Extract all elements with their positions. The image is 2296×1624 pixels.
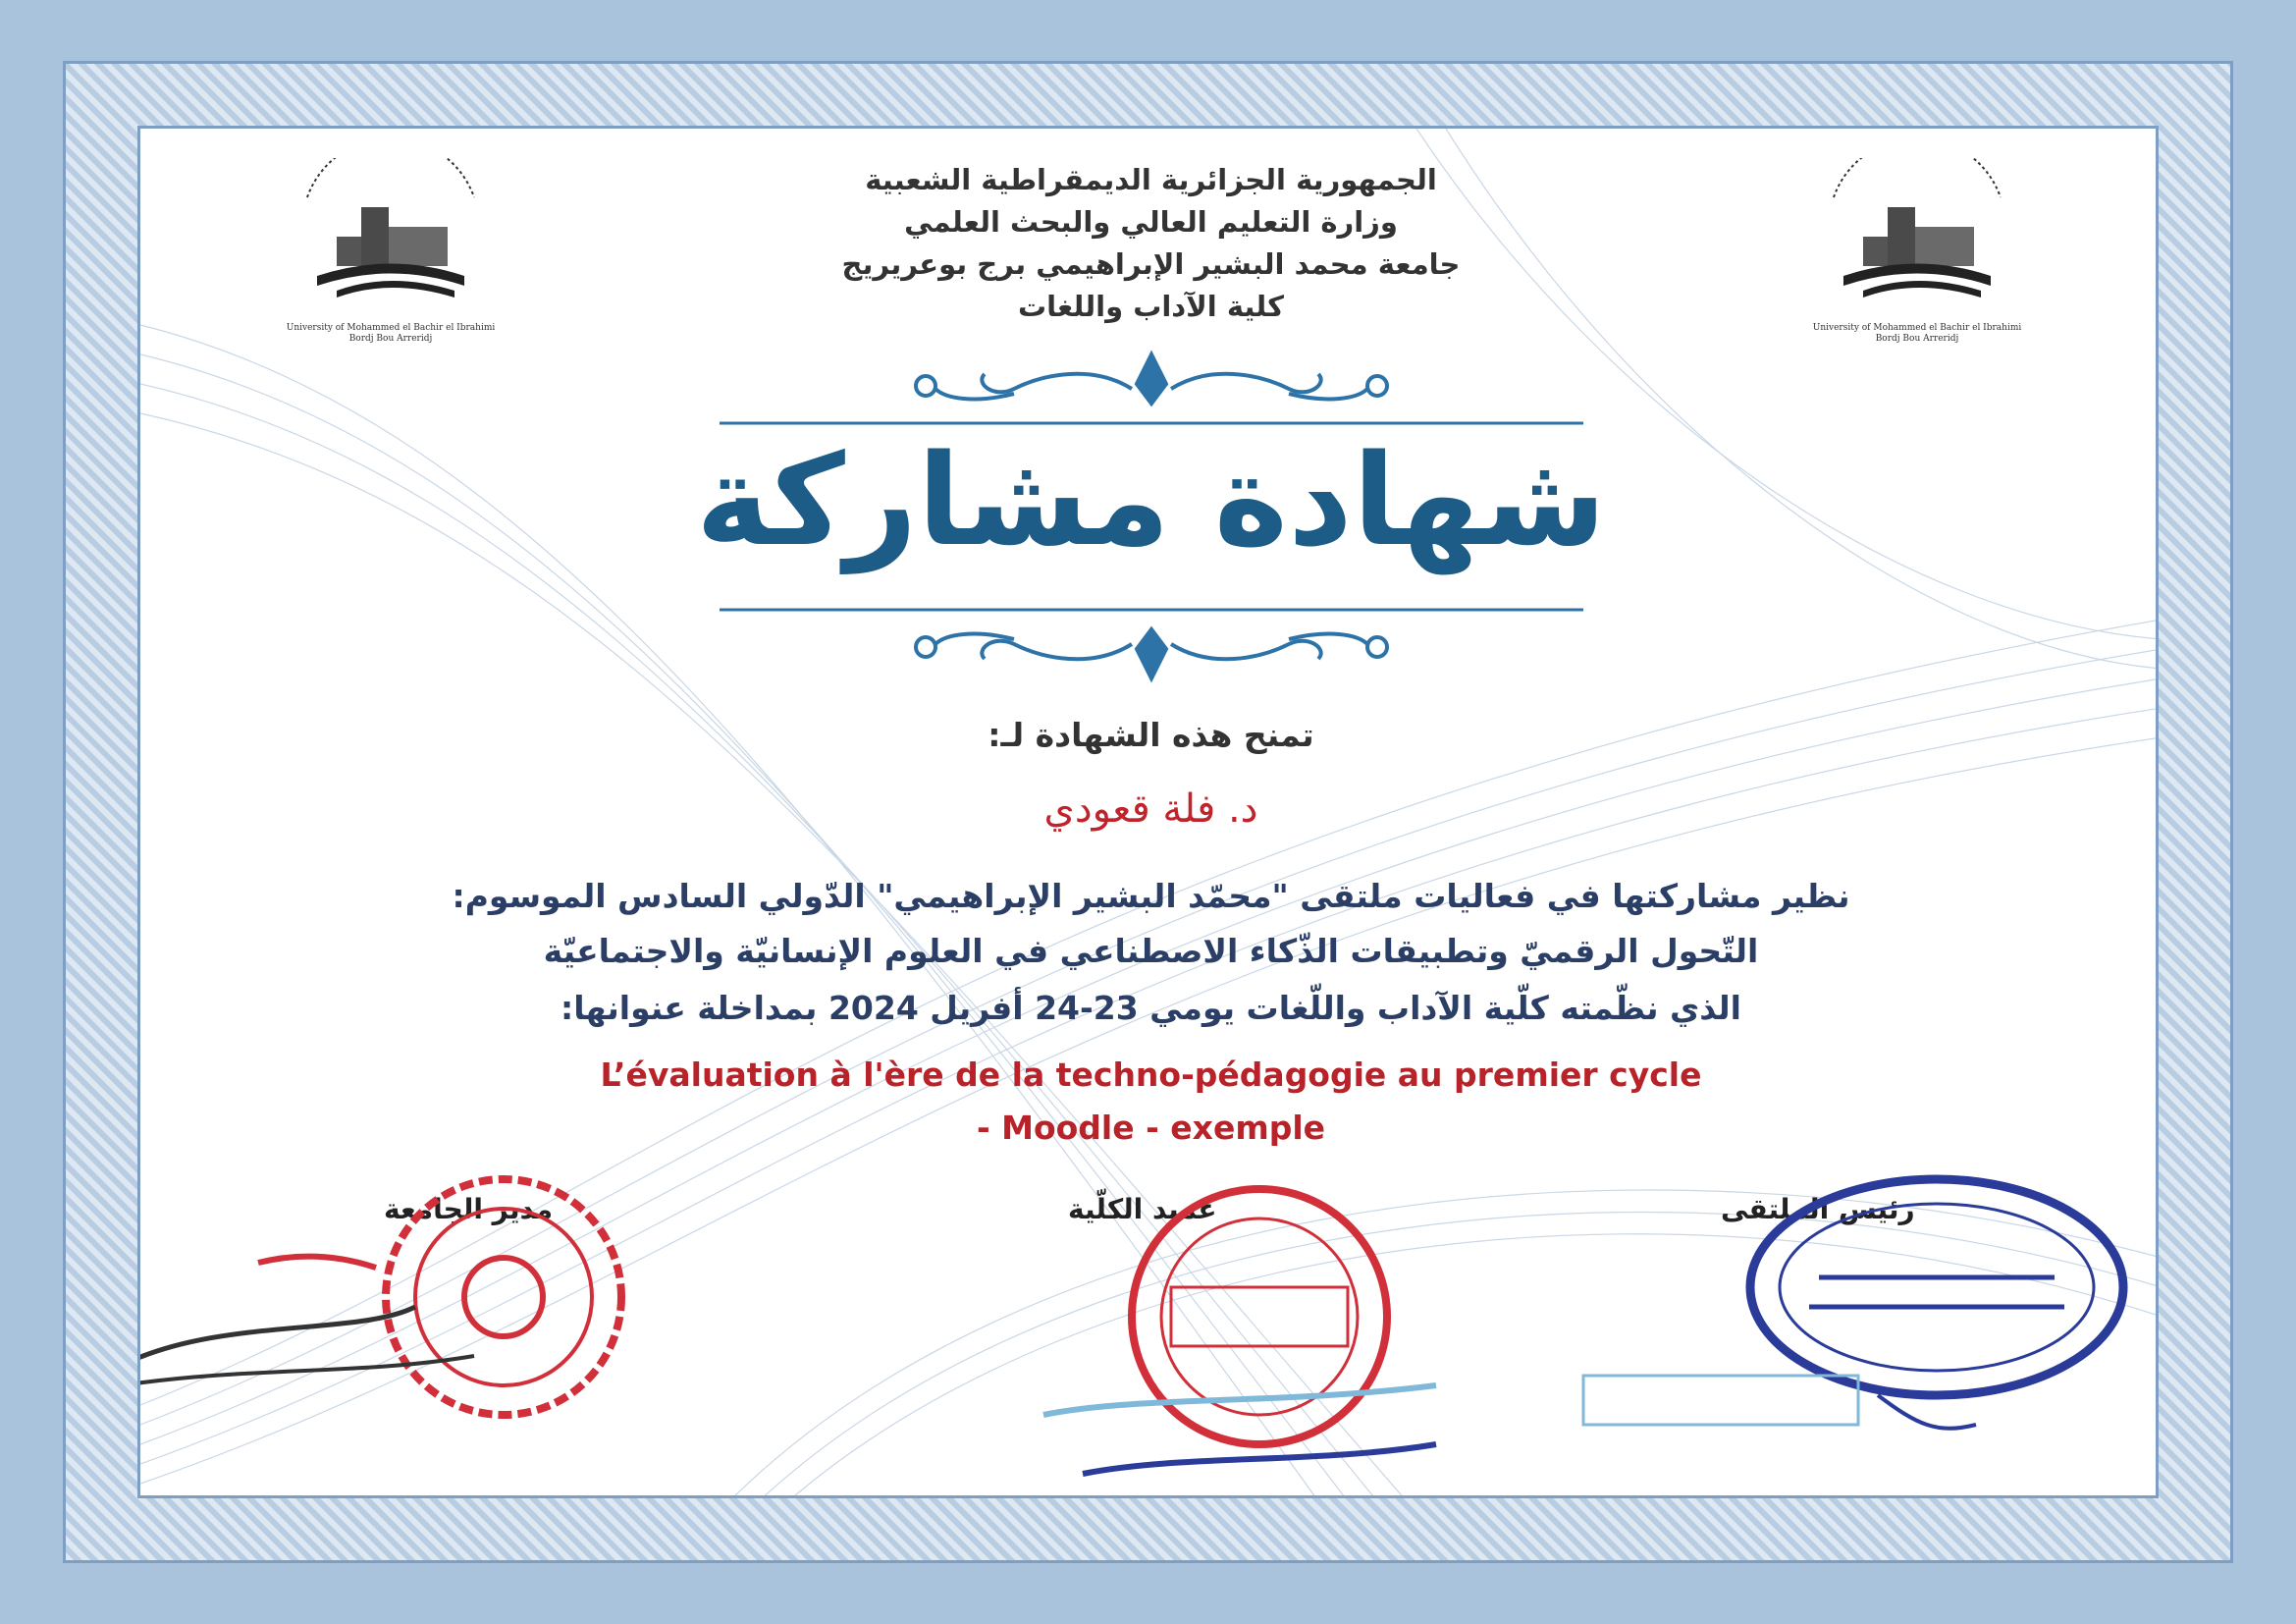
granted-to-label: تمنح هذه الشهادة لـ: (988, 716, 1314, 754)
certificate-body (137, 126, 2159, 1498)
logo-caption-line2: Bordj Bou Arreridj (348, 334, 433, 344)
dean-stamp (1024, 1179, 1495, 1498)
logo-caption-line2: Bordj Bou Arreridj (1875, 334, 1959, 344)
header-ministry: وزارة التعليم العالي والبحث العلمي (904, 205, 1398, 239)
logo-caption (278, 323, 504, 345)
signature-label-chair: رئيس الملتقى (1721, 1193, 1915, 1225)
body-line-1: نظير مشاركتها في فعاليات ملتقى "محمّد البشير الإبراهيمي" الدّولي السادس الموسوم: (452, 877, 1850, 915)
certificate-title: شهادة مشاركة (695, 428, 1607, 574)
logo-caption-line1: University of Mohammed el Bachir el Ibrahimi (1812, 323, 2022, 333)
signature-label-dean: عميد الكلّية (1068, 1193, 1217, 1225)
body-line-3: الذي نظّمته كلّية الآداب واللّغات يومي 23-24 أفريل 2024 بمداخلة عنوانها: (561, 989, 1741, 1027)
body-line-2: التّحول الرقميّ وتطبيقات الذّكاء الاصطناعي في العلوم الإنسانيّة والاجتماعيّة (543, 932, 1759, 970)
ornament-bottom (720, 600, 1583, 688)
paper-title-line-1: L’évaluation à l'ère de la techno-pédagogie au premier cycle (600, 1056, 1702, 1094)
signature-label-rector: مدير الجامعة (384, 1193, 554, 1225)
header-university: جامعة محمد البشير الإبراهيمي برج بوعريريج (841, 247, 1461, 281)
logo-caption-line1: University of Mohammed el Bachir el Ibrahimi (286, 323, 496, 333)
header-republic: الجمهورية الجزائرية الديمقراطية الشعبية (865, 163, 1437, 196)
paper-title-line-2: - Moodle - exemple (976, 1109, 1326, 1147)
recipient-name: د. فلة قعودي (1043, 786, 1258, 832)
rector-stamp (137, 1169, 749, 1464)
ornament-top (720, 345, 1583, 433)
chair-stamp (1564, 1169, 2159, 1493)
logo-caption (1804, 323, 2030, 345)
header-faculty: كلية الآداب واللغات (1018, 290, 1284, 323)
